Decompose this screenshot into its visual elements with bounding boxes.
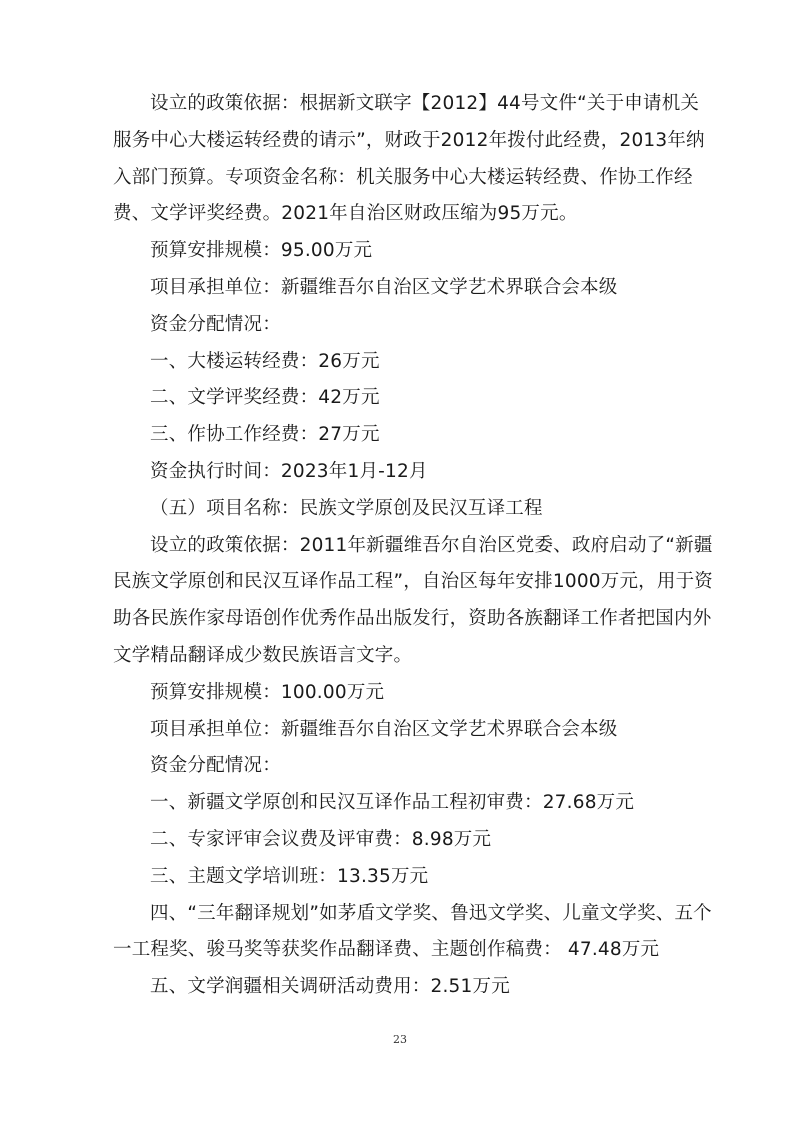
policy-basis-paragraph-1: 设立的政策依据：根据新文联字【2012】44号文件“关于申请机关服务中心大楼运转经费的请示”，财政于2012年拨付此经费，2013年纳入部门预算。专项资金名称：机关服务中心大楼运转经费、作协工作经费、文学评奖经费。2021年自治区财政压缩为95万元。 bbox=[113, 93, 705, 225]
allocation-item-expert-review: 二、专家评审会议费及评审费：8.98万元 bbox=[150, 828, 492, 850]
budget-scale-1: 预算安排规模：95.00万元 bbox=[150, 240, 373, 262]
policy-basis-paragraph-2: 设立的政策依据：2011年新疆维吾尔自治区党委、政府启动了“新疆民族文学原创和民汉互译作品工程”，自治区每年安排1000万元，用于资助各民族作家母语创作优秀作品出版发行，资助各族翻译工作者把国内外文学精品翻译成少数民族语言文字。 bbox=[113, 534, 713, 666]
allocation-item-translation-plan: 四、“三年翻译规划”如茅盾文学奖、鲁迅文学奖、儿童文学奖、五个一工程奖、骏马奖等获奖作品翻译费、主题创作稿费： 47.48万元 bbox=[113, 902, 712, 961]
page-number: 23 bbox=[393, 1033, 407, 1046]
fund-allocation-heading-1: 资金分配情况： bbox=[150, 313, 281, 335]
responsible-unit-2: 项目承担单位：新疆维吾尔自治区文学艺术界联合会本级 bbox=[150, 718, 618, 740]
allocation-item-training: 三、主题文学培训班：13.35万元 bbox=[150, 865, 429, 887]
allocation-item-building-operation: 一、大楼运转经费：26万元 bbox=[150, 350, 380, 372]
allocation-item-research: 五、文学润疆相关调研活动费用：2.51万元 bbox=[150, 976, 510, 998]
project-heading-5: （五）项目名称：民族文学原创及民汉互译工程 bbox=[150, 497, 543, 519]
responsible-unit-1: 项目承担单位：新疆维吾尔自治区文学艺术界联合会本级 bbox=[150, 276, 618, 298]
allocation-item-initial-review: 一、新疆文学原创和民汉互译作品工程初审费：27.68万元 bbox=[150, 792, 635, 814]
document-body bbox=[113, 86, 713, 1006]
budget-scale-2: 预算安排规模：100.00万元 bbox=[150, 681, 385, 703]
allocation-item-literary-awards: 二、文学评奖经费：42万元 bbox=[150, 387, 380, 409]
fund-allocation-heading-2: 资金分配情况： bbox=[150, 755, 281, 777]
execution-period-1: 资金执行时间：2023年1月-12月 bbox=[150, 460, 428, 482]
allocation-item-writers-association: 三、作协工作经费：27万元 bbox=[150, 424, 380, 446]
